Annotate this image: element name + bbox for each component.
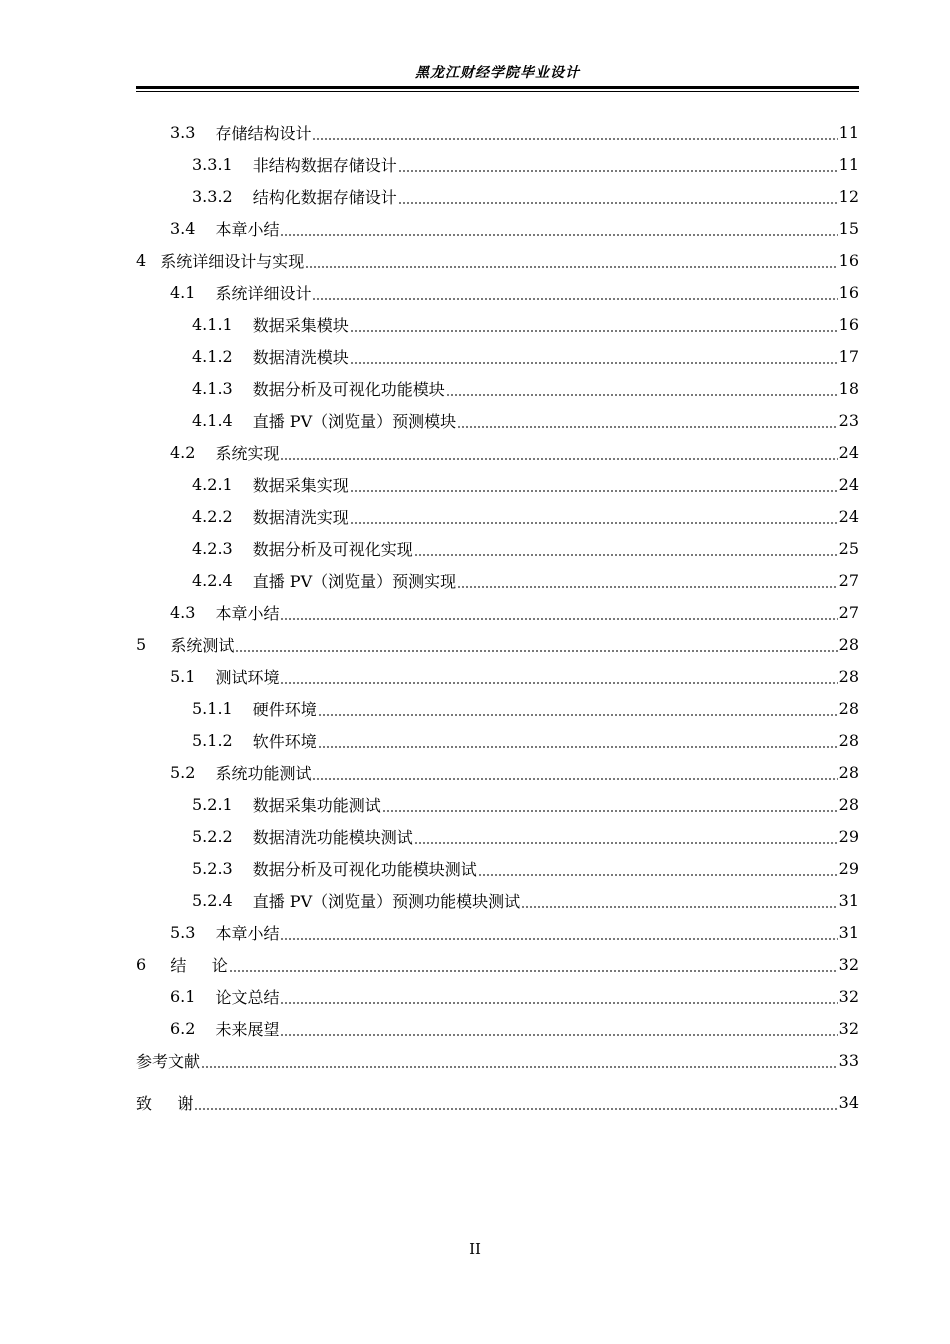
toc-entry-page: 28 — [838, 634, 859, 654]
toc-entry-number: 4.2 — [170, 442, 196, 462]
toc-entry-title: 数据清洗实现 — [252, 507, 349, 527]
toc-entry-page: 24 — [838, 506, 859, 526]
page-number: II — [469, 1240, 481, 1258]
toc-dot-leader — [280, 924, 837, 940]
toc-entry-page: 16 — [838, 314, 859, 334]
toc-entry-number: 4.3 — [170, 602, 196, 622]
toc-entry-page: 24 — [838, 442, 859, 462]
toc-entry-number: 4.2.3 — [192, 538, 233, 558]
toc-entry-title: 系统功能测试 — [215, 763, 312, 783]
toc-entry-number: 3.3.2 — [192, 186, 233, 206]
toc-entry-number: 5.1 — [170, 666, 196, 686]
toc-entry-title: 数据采集实现 — [252, 475, 349, 495]
toc-entry-number: 5.2.4 — [192, 890, 233, 910]
toc-entry-page: 31 — [838, 890, 859, 910]
toc-entry-title: 数据清洗功能模块测试 — [252, 827, 413, 847]
toc-entry-number: 3.3 — [170, 122, 196, 142]
toc-entry-page: 29 — [838, 826, 859, 846]
toc-dot-leader — [318, 732, 838, 748]
toc-entry-title: 非结构数据存储设计 — [252, 155, 397, 175]
toc-dot-leader — [312, 764, 837, 780]
toc-entry-title: 软件环境 — [252, 731, 317, 751]
toc-entry-title: 参考文献 — [136, 1051, 201, 1071]
toc-entry[interactable] — [136, 500, 859, 532]
toc-entry-page: 24 — [838, 474, 859, 494]
toc-entry-page: 16 — [838, 250, 859, 270]
toc-entry-title: 本章小结 — [215, 923, 280, 943]
toc-entry[interactable] — [136, 596, 859, 628]
toc-dot-leader — [398, 188, 838, 204]
toc-entry[interactable] — [136, 564, 859, 596]
toc-entry[interactable] — [136, 276, 859, 308]
toc-entry-number: 5.2.2 — [192, 826, 233, 846]
toc-dot-leader — [235, 636, 837, 652]
page-header-title: 黑龙江财经学院毕业设计 — [415, 65, 580, 81]
toc-entry[interactable] — [136, 980, 859, 1012]
toc-entry[interactable] — [136, 660, 859, 692]
toc-entry-page: 11 — [838, 122, 859, 142]
toc-entry-number: 5 — [136, 634, 147, 654]
toc-dot-leader — [457, 572, 838, 588]
toc-entry-title: 数据清洗模块 — [252, 347, 349, 367]
toc-dot-leader — [305, 252, 837, 268]
toc-entry-page: 28 — [838, 666, 859, 686]
toc-entry-page: 27 — [838, 570, 859, 590]
toc-dot-leader — [414, 540, 838, 556]
toc-dot-leader — [350, 508, 838, 524]
toc-entry-page: 32 — [838, 1018, 859, 1038]
toc-entry-title: 结 论 — [160, 955, 228, 975]
toc-entry[interactable] — [136, 244, 859, 276]
toc-entry[interactable] — [136, 820, 859, 852]
toc-dot-leader — [446, 380, 838, 396]
toc-entry-page: 18 — [838, 378, 859, 398]
toc-entry-title: 直播 PV（浏览量）预测功能模块测试 — [252, 891, 521, 911]
toc-entry-page: 23 — [838, 410, 859, 430]
toc-entry-title: 系统测试 — [160, 635, 235, 655]
toc-entry-number: 4.1.1 — [192, 314, 233, 334]
toc-entry-title: 测试环境 — [215, 667, 280, 687]
toc-entry-title: 数据采集功能测试 — [252, 795, 381, 815]
toc-dot-leader — [201, 1052, 838, 1068]
toc-entry[interactable] — [136, 532, 859, 564]
toc-entry-number: 5.3 — [170, 922, 196, 942]
toc-entry-number: 4.1 — [170, 282, 196, 302]
toc-entry-title: 数据分析及可视化功能模块 — [252, 379, 445, 399]
toc-entry-title: 未来展望 — [215, 1019, 280, 1039]
toc-entry-number: 4.1.4 — [192, 410, 233, 430]
toc-entry-number: 4.2.2 — [192, 506, 233, 526]
toc-entry[interactable] — [136, 308, 859, 340]
toc-entry[interactable] — [136, 180, 859, 212]
toc-dot-leader — [280, 444, 837, 460]
toc-dot-leader — [312, 284, 837, 300]
toc-dot-leader — [457, 412, 838, 428]
toc-entry-page: 15 — [838, 218, 859, 238]
toc-entry[interactable] — [136, 116, 859, 148]
toc-entry-title: 本章小结 — [215, 603, 280, 623]
toc-entry-page: 28 — [838, 794, 859, 814]
toc-entry-page: 33 — [838, 1050, 859, 1070]
toc-entry-number: 5.2.3 — [192, 858, 233, 878]
toc-entry-title: 致 谢 — [136, 1093, 194, 1113]
toc-entry-number: 3.4 — [170, 218, 196, 238]
toc-dot-leader — [478, 860, 838, 876]
toc-dot-leader — [229, 956, 838, 972]
toc-dot-leader — [280, 988, 837, 1004]
toc-entry-title: 数据分析及可视化实现 — [252, 539, 413, 559]
toc-entry[interactable] — [136, 916, 859, 948]
toc-entry[interactable] — [136, 756, 859, 788]
toc-entry-number: 4 — [136, 250, 147, 270]
toc-entry[interactable] — [136, 340, 859, 372]
toc-dot-leader — [318, 700, 838, 716]
toc-entry-number: 4.1.3 — [192, 378, 233, 398]
toc-dot-leader — [280, 220, 837, 236]
toc-entry[interactable] — [136, 724, 859, 756]
toc-entry-number: 5.2.1 — [192, 794, 233, 814]
toc-entry-title: 数据采集模块 — [252, 315, 349, 335]
toc-entry[interactable] — [136, 884, 859, 916]
toc-entry-title: 本章小结 — [215, 219, 280, 239]
header-rule-thin — [136, 91, 859, 92]
toc-dot-leader — [280, 668, 837, 684]
toc-entry-title: 数据分析及可视化功能模块测试 — [252, 859, 477, 879]
toc-entry-title: 论文总结 — [215, 987, 280, 1007]
toc-entry-page: 34 — [838, 1092, 859, 1112]
toc-entry-number: 6.1 — [170, 986, 196, 1006]
toc-entry[interactable] — [136, 1044, 859, 1076]
toc-entry-page: 28 — [838, 762, 859, 782]
toc-dot-leader — [350, 316, 838, 332]
toc-entry-number: 5.1.2 — [192, 730, 233, 750]
toc-dot-leader — [312, 124, 837, 140]
toc-entry-title: 系统详细设计与实现 — [160, 251, 305, 271]
toc-entry-number: 6.2 — [170, 1018, 196, 1038]
toc-entry-page: 32 — [838, 986, 859, 1006]
toc-entry[interactable] — [136, 212, 859, 244]
toc-entry[interactable] — [136, 852, 859, 884]
toc-entry-number: 4.1.2 — [192, 346, 233, 366]
toc-entry-title: 结构化数据存储设计 — [252, 187, 397, 207]
toc-entry[interactable] — [136, 468, 859, 500]
toc-entry-number: 5.1.1 — [192, 698, 233, 718]
toc-entry-page: 25 — [838, 538, 859, 558]
toc-entry-page: 12 — [838, 186, 859, 206]
toc-dot-leader — [280, 1020, 837, 1036]
toc-entry-title: 硬件环境 — [252, 699, 317, 719]
header-rule-thick — [136, 86, 859, 89]
toc-entry-title: 系统实现 — [215, 443, 280, 463]
toc-entry-number: 5.2 — [170, 762, 196, 782]
toc-dot-leader — [280, 604, 837, 620]
toc-entry[interactable] — [136, 692, 859, 724]
toc-entry-number: 3.3.1 — [192, 154, 233, 174]
toc-entry-title: 系统详细设计 — [215, 283, 312, 303]
table-of-contents — [136, 116, 859, 1118]
toc-entry-number: 6 — [136, 954, 147, 974]
toc-entry-page: 31 — [838, 922, 859, 942]
toc-entry[interactable] — [136, 372, 859, 404]
toc-entry-title: 直播 PV（浏览量）预测模块 — [252, 411, 457, 431]
toc-dot-leader — [194, 1094, 837, 1110]
toc-entry-page: 28 — [838, 730, 859, 750]
toc-entry-page: 29 — [838, 858, 859, 878]
toc-entry[interactable] — [136, 148, 859, 180]
toc-entry-page: 11 — [838, 154, 859, 174]
toc-entry-page: 16 — [838, 282, 859, 302]
toc-entry-page: 17 — [838, 346, 859, 366]
toc-entry-title: 直播 PV（浏览量）预测实现 — [252, 571, 457, 591]
toc-dot-leader — [350, 348, 838, 364]
toc-entry[interactable] — [136, 948, 859, 980]
toc-entry[interactable] — [136, 788, 859, 820]
toc-entry-number: 4.2.4 — [192, 570, 233, 590]
toc-entry-page: 32 — [838, 954, 859, 974]
toc-entry[interactable] — [136, 436, 859, 468]
toc-dot-leader — [398, 156, 838, 172]
toc-entry-page: 27 — [838, 602, 859, 622]
toc-dot-leader — [350, 476, 838, 492]
toc-entry[interactable] — [136, 1086, 859, 1118]
toc-entry-page: 28 — [838, 698, 859, 718]
toc-dot-leader — [382, 796, 838, 812]
toc-entry-title: 存储结构设计 — [215, 123, 312, 143]
toc-entry[interactable] — [136, 1012, 859, 1044]
toc-dot-leader — [414, 828, 838, 844]
toc-dot-leader — [521, 892, 838, 908]
toc-entry-number: 4.2.1 — [192, 474, 233, 494]
toc-entry[interactable] — [136, 628, 859, 660]
toc-entry[interactable] — [136, 404, 859, 436]
